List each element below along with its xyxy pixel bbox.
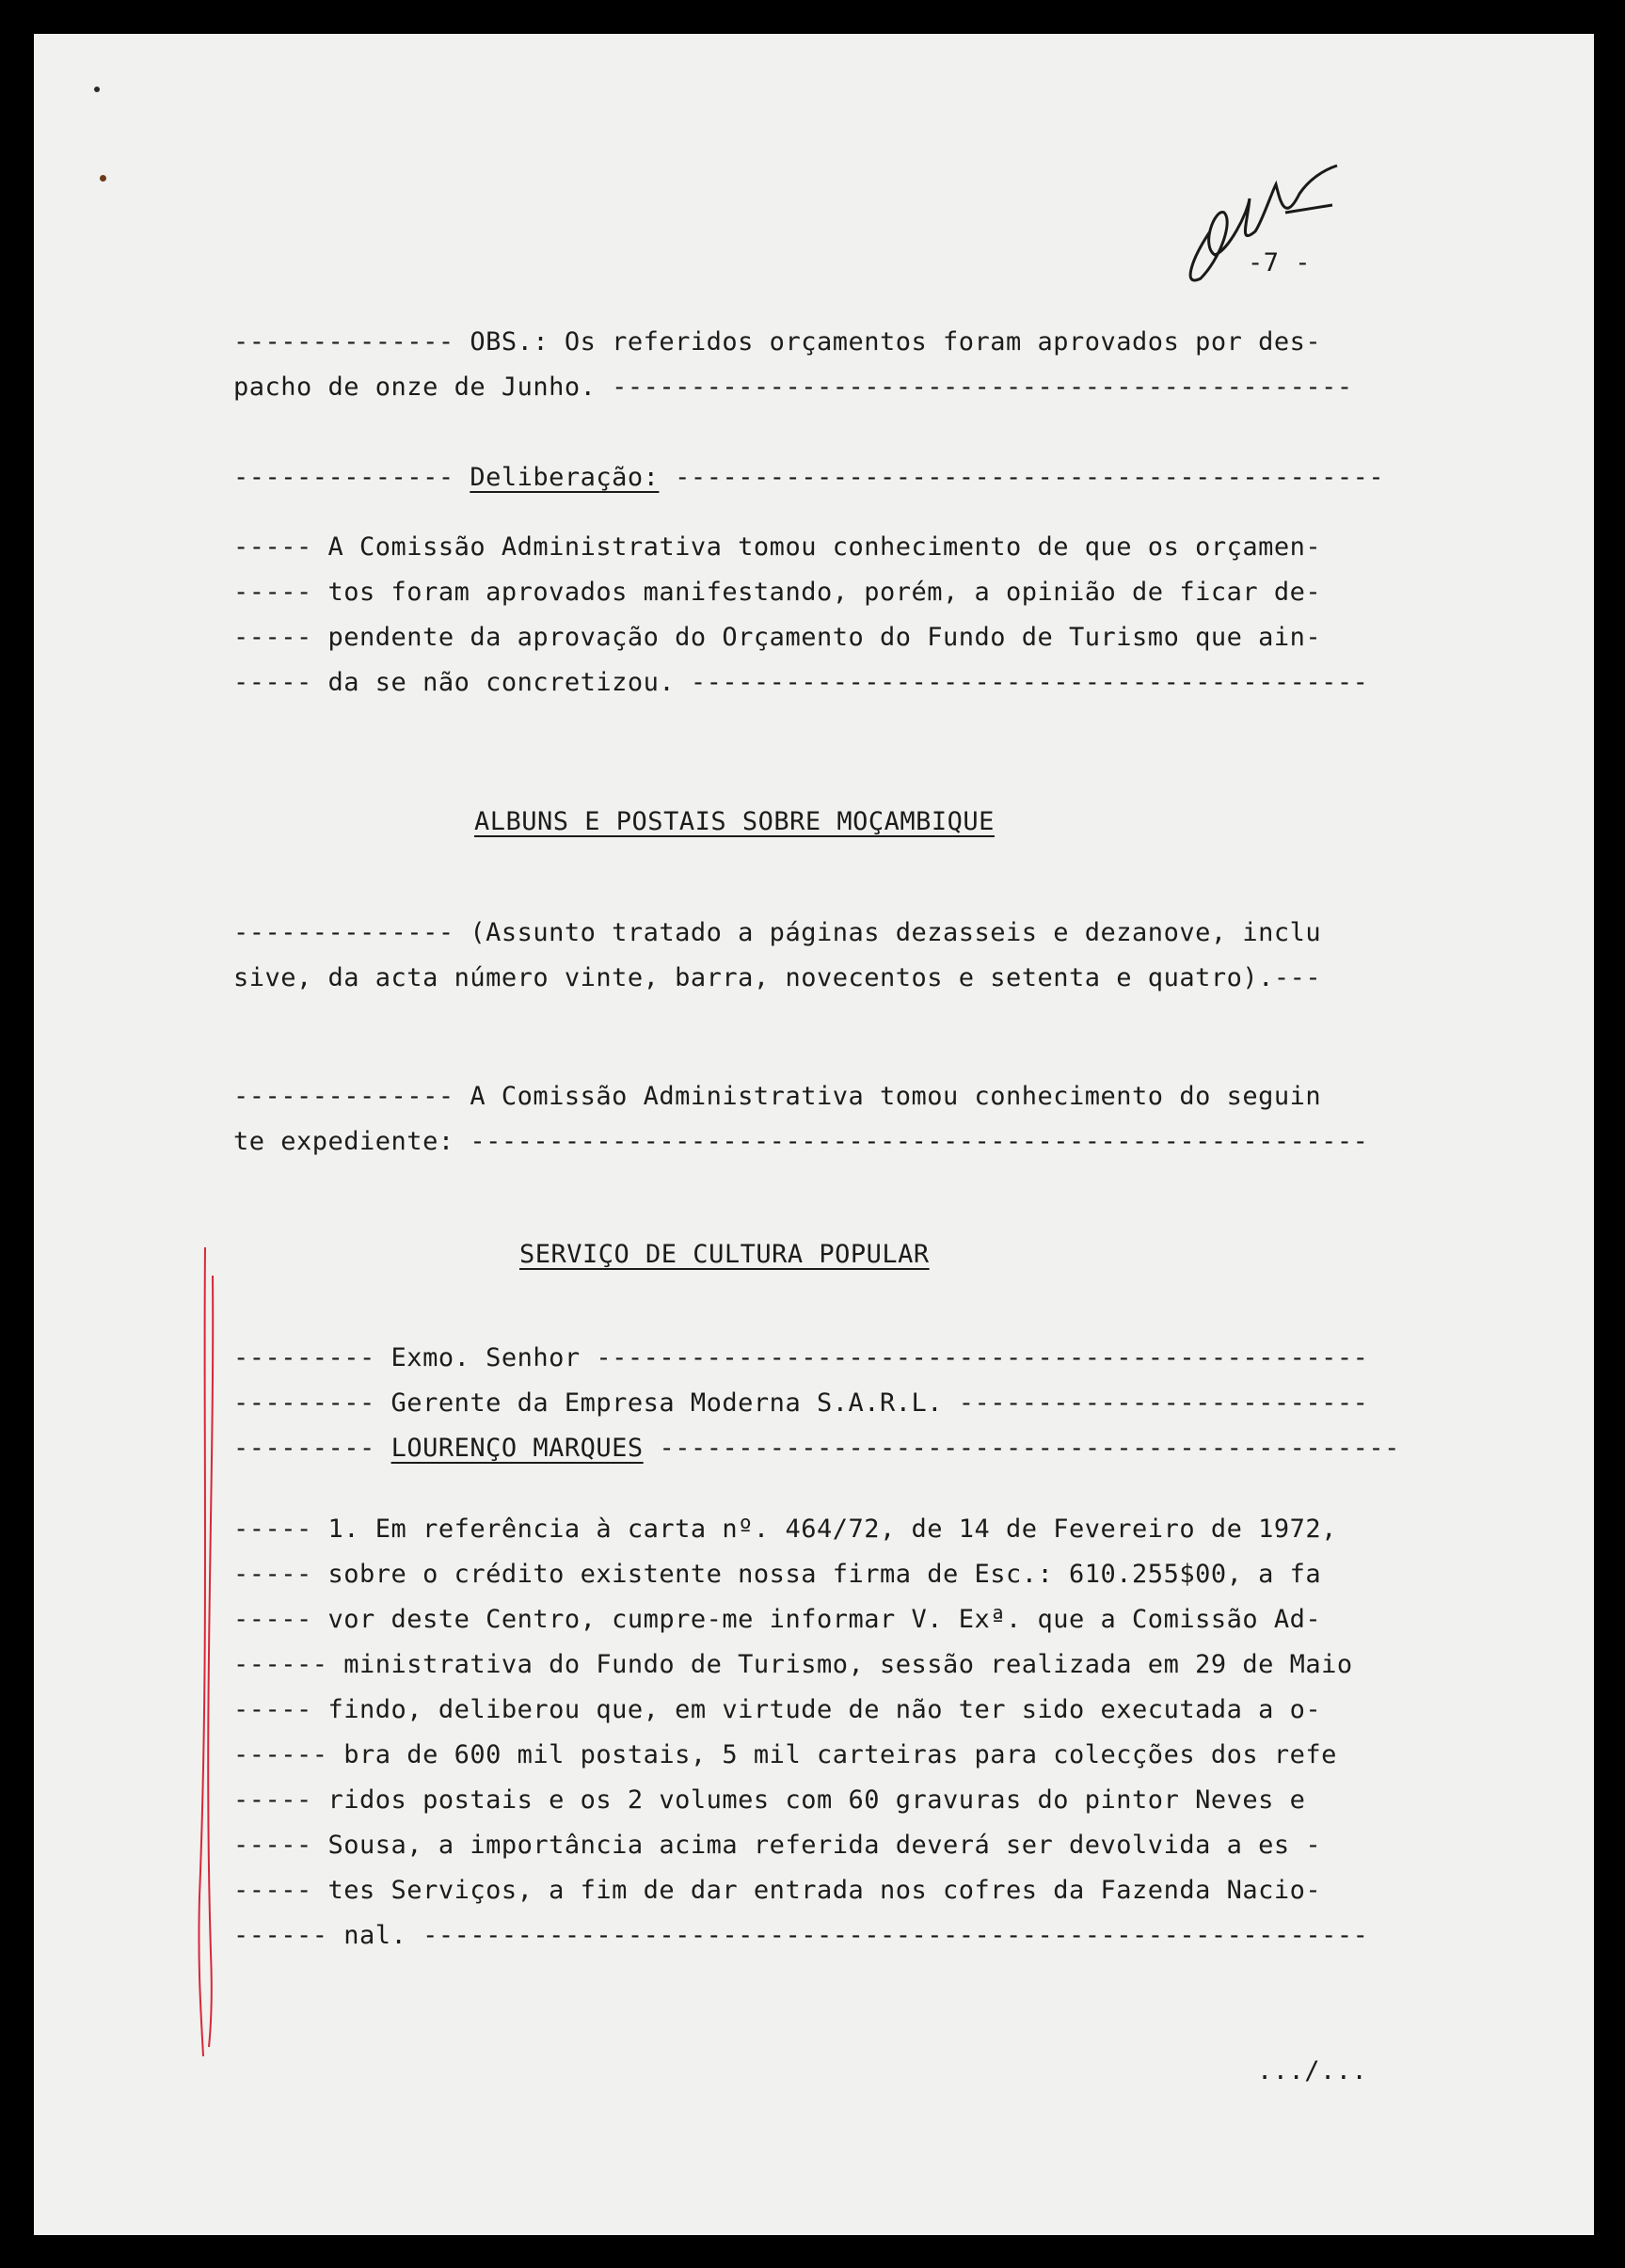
deliberacao-line: -------------- Deliberação: ---------------------------------------------: [233, 463, 1385, 492]
text-line: ----- da se não concretizou. -------------------------------------------: [233, 668, 1369, 697]
city-label: LOURENÇO MARQUES: [390, 1434, 644, 1463]
text-line: ----- sobre o crédito existente nossa firma de Esc.: 610.255$00, a fa: [233, 1560, 1322, 1589]
text-line: ------ ministrativa do Fundo de Turismo, sessão realizada em 29 de Maio: [233, 1650, 1353, 1679]
text-line: ------ nal. ------------------------------------------------------------: [233, 1921, 1369, 1950]
section-heading: ALBUNS E POSTAIS SOBRE MOÇAMBIQUE: [474, 807, 995, 836]
section-heading: SERVIÇO DE CULTURA POPULAR: [519, 1240, 930, 1269]
speck: [100, 175, 106, 182]
text-line: ----- ridos postais e os 2 volumes com 60 gravuras do pintor Neves e: [233, 1785, 1306, 1815]
text-line: -------------- (Assunto tratado a páginas dezasseis e dezanove, inclu: [233, 918, 1322, 947]
text-line: ----- pendente da aprovação do Orçamento do Fundo de Turismo que ain-: [233, 623, 1322, 652]
text-line: sive, da acta número vinte, barra, novecentos e setenta e quatro).---: [233, 963, 1322, 992]
text-line: pacho de onze de Junho. -----------------------------------------------: [233, 373, 1353, 402]
text-line: ----- findo, deliberou que, em virtude de não ter sido executada a o-: [233, 1695, 1322, 1724]
text-line: ----- tes Serviços, a fim de dar entrada nos cofres da Fazenda Nacio-: [233, 1876, 1322, 1905]
dash-run: -----------------------------------------------: [659, 1434, 1400, 1463]
text-line: -------------- A Comissão Administrativa tomou conhecimento do seguin: [233, 1082, 1322, 1111]
red-margin-mark: [175, 1238, 231, 2066]
text-line: ----- Sousa, a importância acima referida deverá ser devolvida a es -: [233, 1831, 1322, 1860]
text-line: --------- Exmo. Senhor -------------------------------------------------: [233, 1343, 1369, 1372]
speck: [94, 87, 100, 92]
dash-run: ---------: [233, 1434, 375, 1463]
text-line: te expediente: ---------------------------------------------------------: [233, 1127, 1369, 1156]
text-line: ----- 1. Em referência à carta nº. 464/72, de 14 de Fevereiro de 1972,: [233, 1515, 1337, 1544]
page-number: -7 -: [1248, 248, 1312, 278]
continuation-mark: .../...: [1257, 2056, 1368, 2086]
text-line: ----- vor deste Centro, cumpre-me informar V. Exª. que a Comissão Ad-: [233, 1605, 1322, 1634]
text-line: ------ bra de 600 mil postais, 5 mil carteiras para colecções dos refe: [233, 1740, 1337, 1769]
text-line: ----- tos foram aprovados manifestando, porém, a opinião de ficar de-: [233, 578, 1322, 607]
text-line: --------- Gerente da Empresa Moderna S.A.R.L. --------------------------: [233, 1388, 1369, 1418]
document-page: [34, 34, 1594, 2235]
deliberacao-label: Deliberação:: [470, 463, 660, 492]
address-line: [233, 1434, 1400, 1463]
text-line: ----- A Comissão Administrativa tomou conhecimento de que os orçamen-: [233, 532, 1322, 562]
signature: [1144, 156, 1370, 307]
text-line: -------------- OBS.: Os referidos orçamentos foram aprovados por des-: [233, 327, 1322, 357]
